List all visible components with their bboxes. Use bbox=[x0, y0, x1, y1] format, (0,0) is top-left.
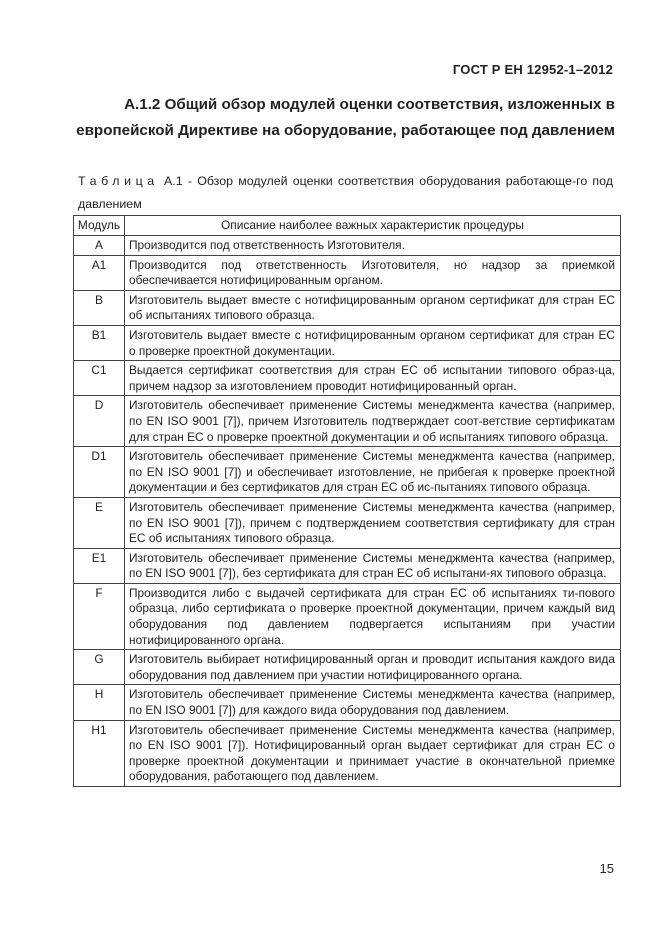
table-row bbox=[74, 650, 621, 685]
description-cell: Изготовитель выдает вместе с нотифицированным органом сертификат для стран ЕС об испытаниях типового образца. bbox=[125, 290, 621, 325]
module-cell: H bbox=[74, 685, 125, 720]
description-cell: Изготовитель выдает вместе с нотифицированным органом сертификат для стран ЕС о проверке проектной документации. bbox=[125, 325, 621, 360]
description-cell: Изготовитель выбирает нотифицированный орган и проводит испытания каждого вида оборудования под давлением при участии нотифицированного органа. bbox=[125, 650, 621, 685]
table-row bbox=[74, 396, 621, 447]
table-caption-text: А.1 - Обзор модулей оценки соответствия оборудования работающе-го под давлением bbox=[78, 174, 613, 211]
module-cell: D bbox=[74, 396, 125, 447]
page-number: 15 bbox=[599, 861, 614, 876]
description-cell: Изготовитель обеспечивает применение Системы менеджмента качества (например, по EN ISO 9001 [7]), причем с подтверждением соответствия сертификату для стран ЕС об испытаниях типового образца. bbox=[125, 497, 621, 548]
description-cell: Изготовитель обеспечивает применение Системы менеджмента качества (например, по EN ISO 9001 [7]), причем Изготовитель подтверждает соот-ветствие сертификатам для стран ЕС о проверке проектной документации и об испытаниях типового образца. bbox=[125, 396, 621, 447]
table-row bbox=[74, 685, 621, 720]
table-row bbox=[74, 325, 621, 360]
table-caption-label: Таблица bbox=[78, 174, 159, 188]
table-caption bbox=[78, 170, 613, 216]
description-cell: Производится под ответственность Изготовителя. bbox=[125, 236, 621, 256]
description-cell: Изготовитель обеспечивает применение Системы менеджмента качества (например, по EN ISO 9001 [7]) для каждого вида оборудования под давлением. bbox=[125, 685, 621, 720]
module-cell: G bbox=[74, 650, 125, 685]
description-cell: Изготовитель обеспечивает применение Системы менеджмента качества (например, по EN ISO 9001 [7]), без сертификата для стран ЕС об испытани-ях типового образца. bbox=[125, 548, 621, 583]
module-cell: B bbox=[74, 290, 125, 325]
description-cell: Изготовитель обеспечивает применение Системы менеджмента качества (например, по EN ISO 9001 [7]). Нотифицированный орган выдает сертификат для стран ЕС о проверке проектной документации и принимает участие в окончательной приемке оборудования, работающего под давлением. bbox=[125, 720, 621, 786]
header-description: Описание наиболее важных характеристик процедуры bbox=[125, 216, 621, 236]
table-body bbox=[74, 236, 621, 787]
standard-code: ГОСТ Р ЕН 12952-1–2012 bbox=[452, 62, 613, 77]
table-row bbox=[74, 236, 621, 256]
module-cell: E bbox=[74, 497, 125, 548]
table-row bbox=[74, 548, 621, 583]
module-cell: E1 bbox=[74, 548, 125, 583]
table-row bbox=[74, 290, 621, 325]
header-module: Модуль bbox=[74, 216, 125, 236]
module-cell: A1 bbox=[74, 255, 125, 290]
module-cell: H1 bbox=[74, 720, 125, 786]
module-cell: C1 bbox=[74, 361, 125, 396]
modules-table bbox=[73, 215, 621, 787]
module-cell: A bbox=[74, 236, 125, 256]
table-row bbox=[74, 255, 621, 290]
module-cell: B1 bbox=[74, 325, 125, 360]
module-cell: D1 bbox=[74, 447, 125, 498]
module-cell: F bbox=[74, 583, 125, 649]
description-cell: Выдается сертификат соответствия для стран ЕС об испытании типового образ-ца, причем надзор за изготовлением проводит нотифицированный орган. bbox=[125, 361, 621, 396]
table-row bbox=[74, 497, 621, 548]
description-cell: Производится либо с выдачей сертификата для стран ЕС об испытаниях ти-пового образца, либо сертификата о проверке проектной документации, причем каждый вид оборудования под давлением подвергается испытаниям при участии нотифицированного органа. bbox=[125, 583, 621, 649]
table-row bbox=[74, 447, 621, 498]
description-cell: Изготовитель обеспечивает применение Системы менеджмента качества (например, по EN ISO 9001 [7]) и обеспечивает изготовление, не прибегая к проверке проектной документации и без сертификатов для стран ЕС об ис-пытаниях типового образца. bbox=[125, 447, 621, 498]
table-row bbox=[74, 361, 621, 396]
description-cell: Производится под ответственность Изготовителя, но надзор за приемкой обеспечивается нотифицированным органом. bbox=[125, 255, 621, 290]
section-heading: А.1.2 Общий обзор модулей оценки соответствия, изложенных в европейской Директиве на оборудование, работающее под давлением bbox=[76, 96, 615, 139]
table-row bbox=[74, 720, 621, 786]
table-header-row bbox=[74, 216, 621, 236]
table-row bbox=[74, 583, 621, 649]
